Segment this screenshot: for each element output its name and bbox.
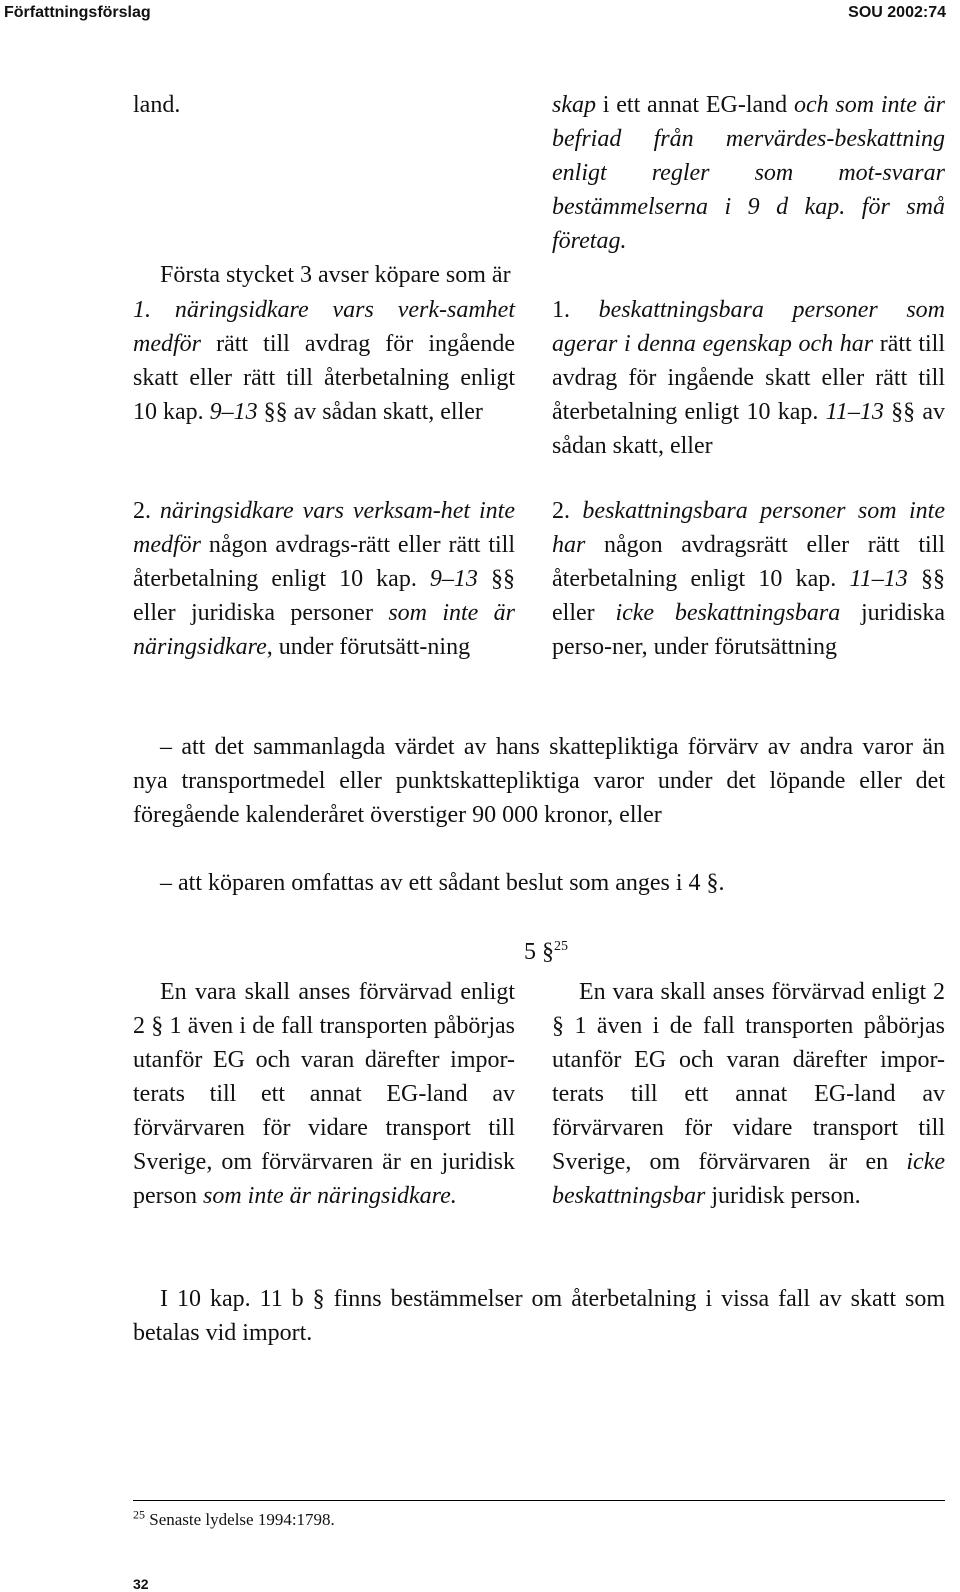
para5-right [552,975,945,1213]
item1-right-italic-1: beskattningsbara personer som agerar i denna egenskap och har [552,297,946,357]
section-footnote-ref: 25 [554,939,568,954]
item1-left [133,293,515,429]
item2-left-normal-1: någon avdrags-rätt eller rätt till återbetalning enligt 10 kap. [133,532,515,592]
item2-right-normal-1: någon avdragsrätt eller rätt till återbetalning enligt 10 kap. [552,532,945,592]
item1-right-normal-0: 1. [552,297,599,323]
intro-line: Första stycket 3 avser köpare som är [160,262,511,288]
para5-right-italic-1: icke beskattningsbar [552,1149,945,1209]
top-right-normal-1: i ett annat EG-land [596,92,794,118]
condition-1: – att det sammanlagda värdet av hans skattepliktiga förvärv av andra varor än nya transportmedel eller punktskattepliktiga varor under det löpande eller det föregående kalenderåret överstiger 90 000 kronor, eller [133,734,945,828]
item2-right-italic-2: 11–13 [849,566,908,592]
item2-right-normal-0: 2. [552,498,583,524]
top-right-text [552,88,945,258]
section-heading [524,935,568,969]
condition-2: – att köparen omfattas av ett sådant beslut som anges i 4 §. [160,870,725,896]
item2-left-normal-3: , under förutsätt-ning [266,634,471,660]
footnote-number: 25 [133,1507,145,1522]
item1-right-normal-2: §§ av sådan skatt, eller [552,399,945,459]
item2-right-normal-3: juridiska perso-ner, under förutsättning [552,600,945,660]
item2-right-italic-1: beskattningsbara personer som inte har [552,498,945,558]
item1-left-italic-2: 9–13 [209,399,258,425]
item2-left-italic-2: 9–13 [429,566,478,592]
item2-left-italic-3: som inte är näringsidkare [133,600,516,660]
item1-left-italic-1: 1. näringsidkare vars verk-samhet medför [133,297,515,357]
item1-right [552,293,945,463]
running-header-right: SOU 2002:74 [848,4,946,21]
para5-left-italic-1: som inte är näringsidkare. [202,1183,457,1209]
para5-left [133,975,515,1213]
item2-left-normal-0: 2. [133,498,160,524]
top-right-italic-1: skap [552,92,596,118]
footnote-divider [133,1500,945,1501]
para5-right-normal-2: juridisk person. [705,1183,861,1209]
page-number: 32 [133,1576,149,1592]
footnote-text: Senaste lydelse 1994:1798. [145,1510,335,1529]
para5-left-normal-1: En vara skall anses förvärvad enligt 2 § 1 även i de fall transporten påbörjas utanför EG och varan därefter impor-terats till ett annat EG-land av förvärvaren för vidare transport till Sverige, om förvärvaren är en juridisk person [133,979,515,1209]
running-header-left: Författningsförslag [4,4,151,21]
final-paragraph: I 10 kap. 11 b § finns bestämmelser om återbetalning i vissa fall av skatt som betalas vid import. [133,1286,945,1346]
item2-left-italic-1: näringsidkare vars verksam-het inte medför [133,498,515,558]
top-left-text: land. [133,92,181,118]
item1-right-normal-1: rätt till avdrag för ingående skatt eller rätt till återbetalning enligt 10 kap. [552,331,945,425]
item1-left-normal-1: rätt till avdrag för ingående skatt eller rätt till återbetalning enligt 10 kap. [133,331,515,425]
item1-left-normal-2: §§ av sådan skatt, eller [257,399,483,425]
item2-left [133,494,515,664]
item1-right-italic-2: 11–13 [825,399,884,425]
top-right-italic-2: och som inte är befriad från mervärdes-beskattning enligt regler som mot-svarar bestämmelserna i 9 d kap. för små företag. [552,92,945,254]
item2-right [552,494,945,664]
item2-left-normal-2: §§ eller juridiska personer [133,566,516,626]
item2-right-normal-2: §§ eller [552,566,946,626]
footnote [133,1507,335,1530]
item2-right-italic-3: icke beskattningsbara [615,600,841,626]
section-title: 5 § [524,939,554,965]
para5-right-normal-1: En vara skall anses förvärvad enligt 2 § 1 även i de fall transporten påbörjas utanför EG och varan därefter impor-terats till ett annat EG-land av förvärvaren för vidare transport till Sverige, om förvärvaren är en [552,979,945,1175]
